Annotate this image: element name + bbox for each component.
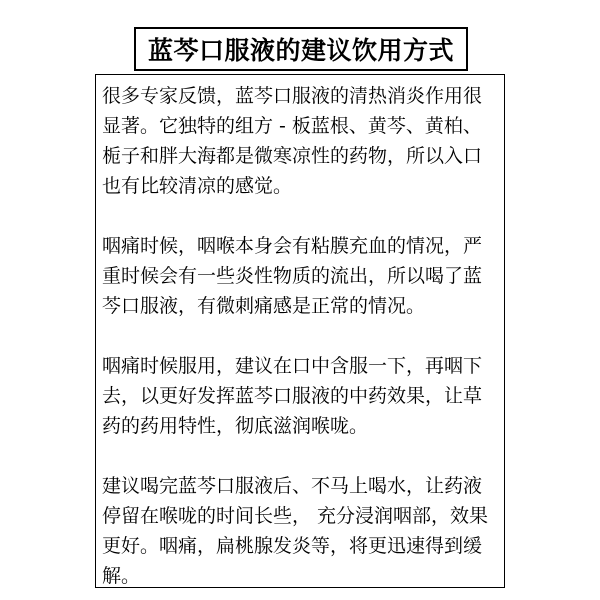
- paragraph-1: 很多专家反馈，蓝芩口服液的清热消炎作用很显著。它独特的组方 - 板蓝根、黄芩、黄柏、栀子和胖大海都是微寒凉性的药物，所以入口也有比较清凉的感觉。: [102, 85, 483, 197]
- paragraph-3: 咽痛时候服用，建议在口中含服一下，再咽下去，以更好发挥蓝芩口服液的中药效果，让草药的药用特性，彻底滋润喉咙。: [102, 355, 483, 437]
- content-box: [95, 74, 505, 588]
- page-title: 蓝芩口服液的建议饮用方式: [147, 36, 454, 65]
- paragraph-2: 咽痛时候，咽喉本身会有粘膜充血的情况，严重时候会有一些炎性物质的流出，所以喝了蓝芩口服液，有微刺痛感是正常的情况。: [102, 235, 483, 317]
- title-box: [134, 27, 468, 71]
- paragraph-4: 建议喝完蓝芩口服液后、不马上喝水，让药液停留在喉咙的时间长些， 充分浸润咽部，效果更好。咽痛，扁桃腺发炎等，将更迅速得到缓解。: [102, 475, 489, 587]
